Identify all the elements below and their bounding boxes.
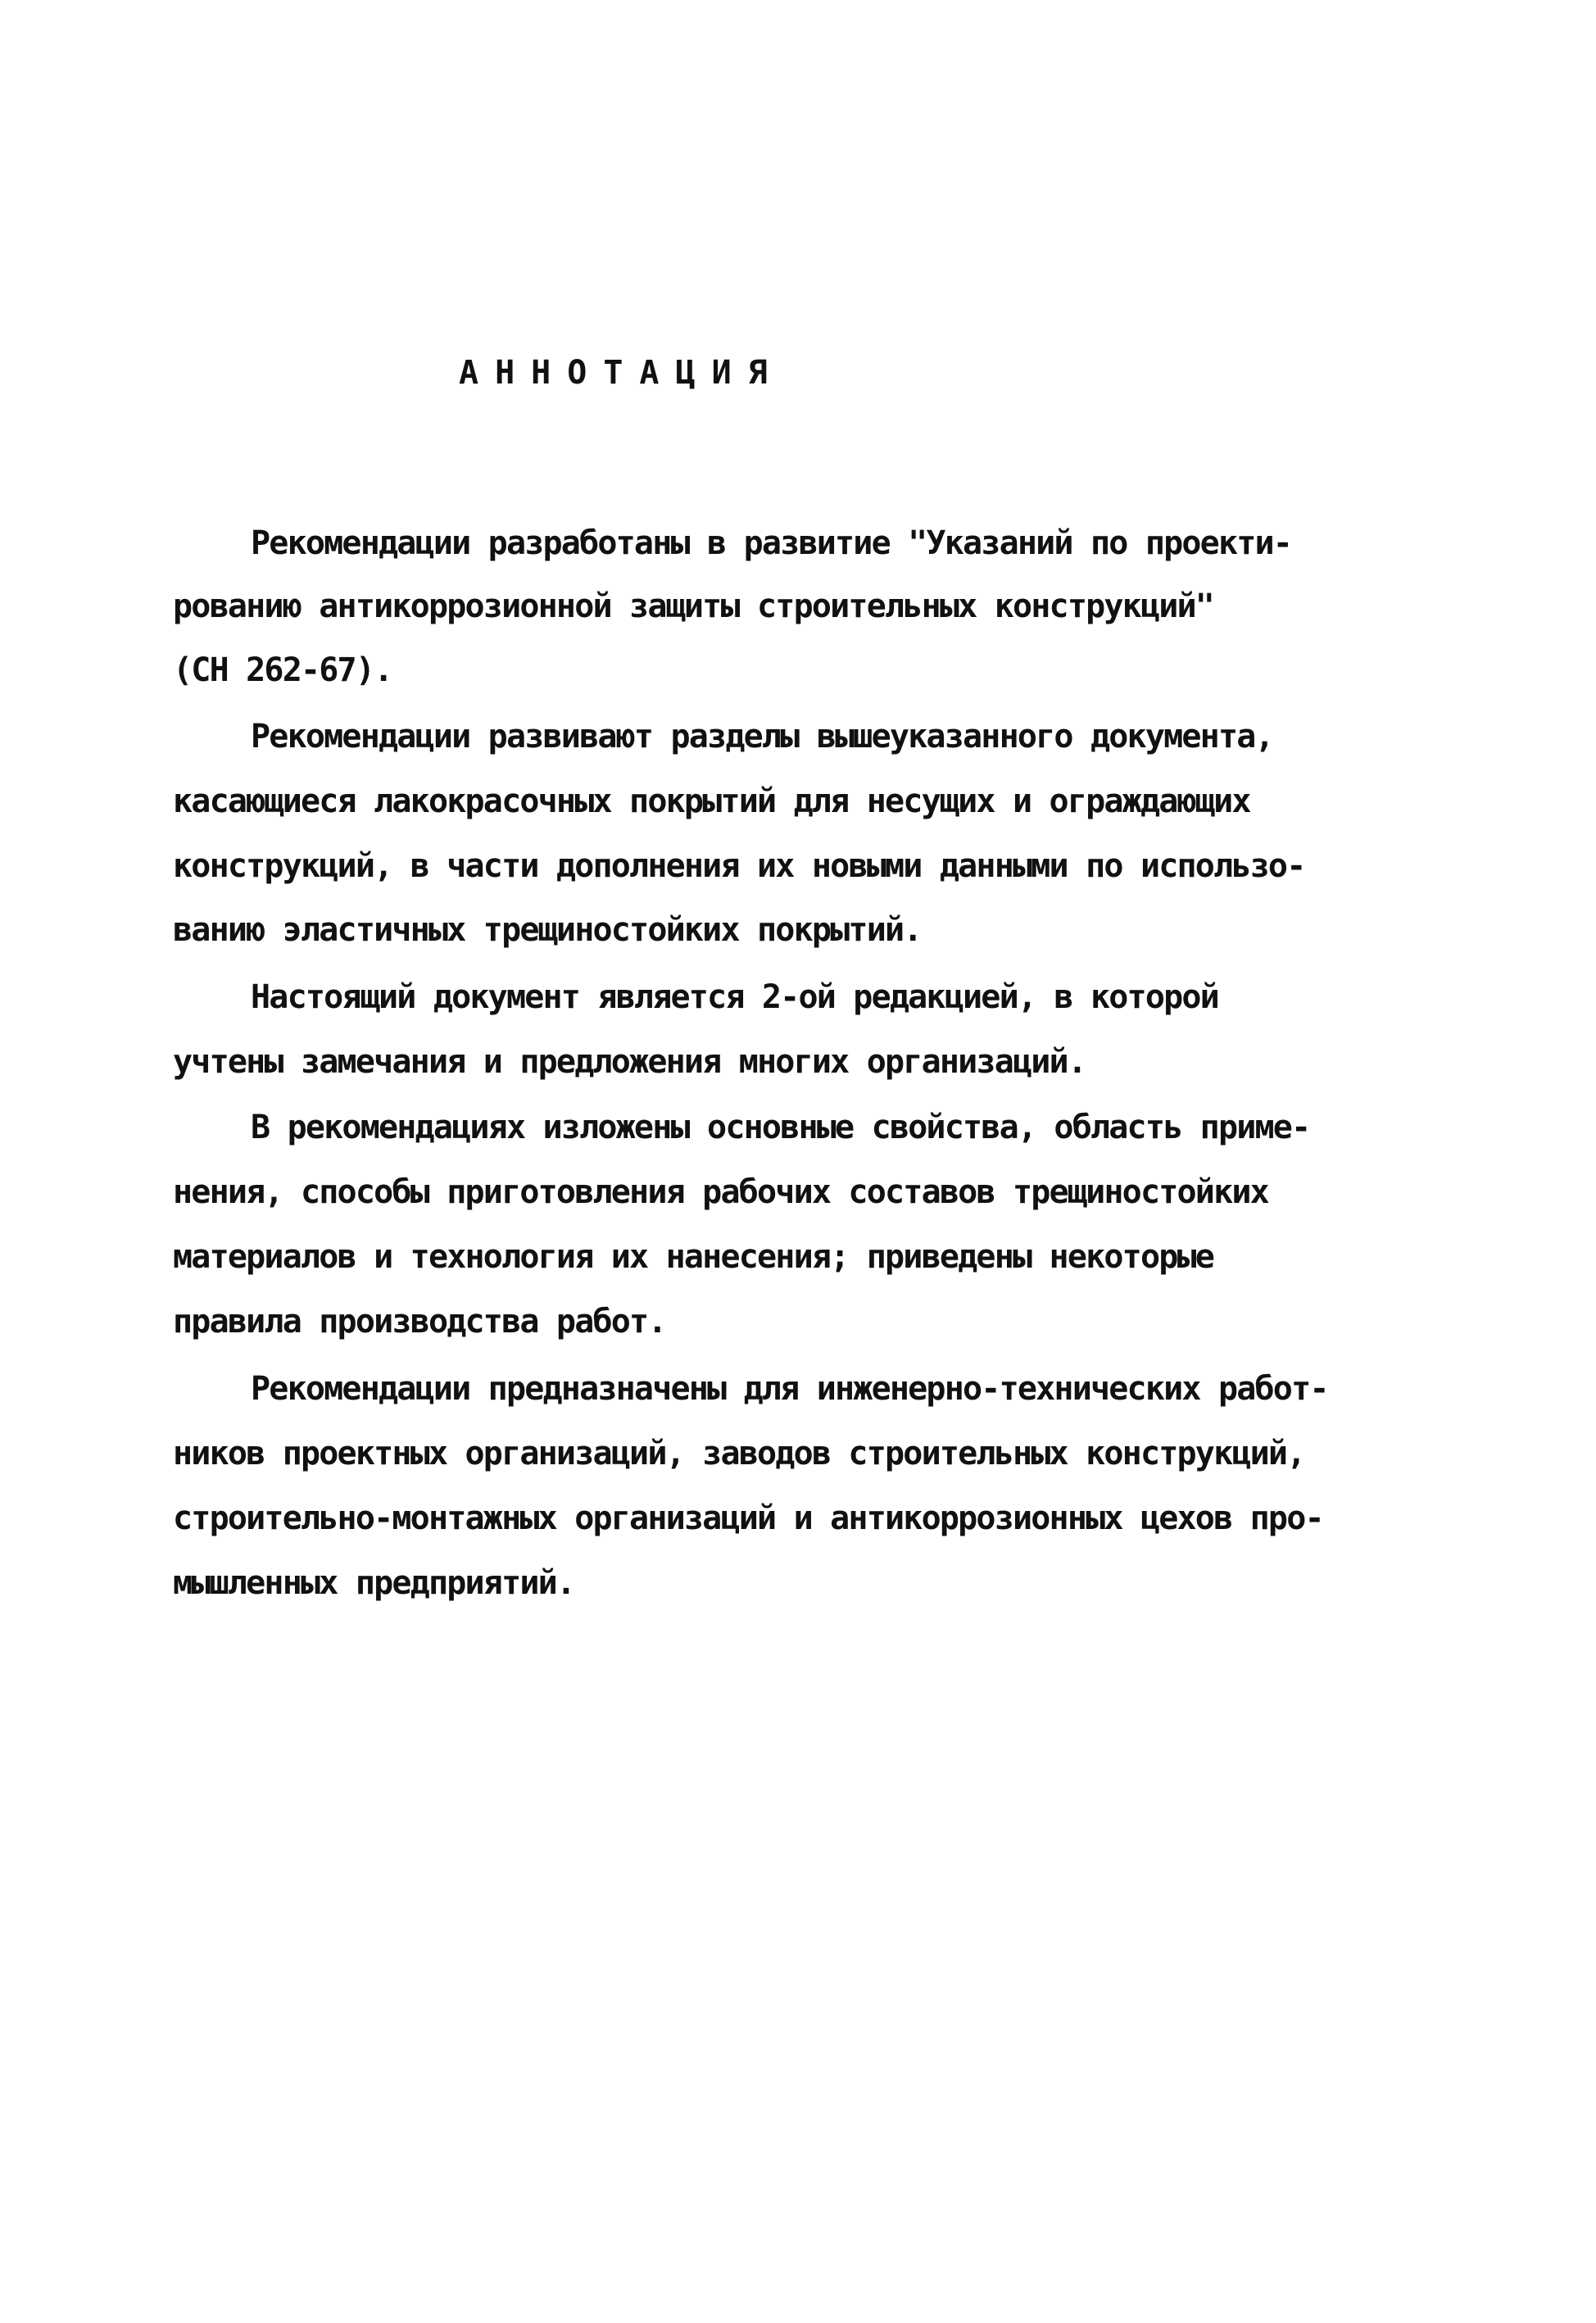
text-line: (СН 262-67).	[173, 651, 392, 689]
text-line: материалов и технология их нанесения; приведены некоторые	[173, 1238, 1214, 1276]
page-title: АННОТАЦИЯ	[459, 354, 784, 392]
text-line: строительно-монтажных организаций и антикоррозионных цехов про-	[173, 1500, 1323, 1537]
text-line: рованию антикоррозионной защиты строительных конструкций"	[173, 588, 1214, 625]
text-line: конструкций, в части дополнения их новыми данными по использо-	[173, 847, 1305, 885]
text-line: мышленных предприятий.	[173, 1564, 575, 1602]
text-line: учтены замечания и предложения многих организаций.	[173, 1043, 1086, 1081]
text-line: Настоящий документ является 2-ой редакцией, в которой	[251, 978, 1218, 1016]
text-line: правила производства работ.	[173, 1303, 666, 1341]
text-line: Рекомендации предназначены для инженерно-технических работ-	[251, 1370, 1328, 1408]
text-line: Рекомендации развивают разделы вышеуказанного документа,	[251, 718, 1273, 755]
text-line: ников проектных организаций, заводов строительных конструкций,	[173, 1435, 1305, 1472]
text-line: нения, способы приготовления рабочих составов трещиностойких	[173, 1173, 1268, 1211]
text-line: В рекомендациях изложены основные свойства, область приме-	[251, 1109, 1310, 1146]
text-line: ванию эластичных трещиностойких покрытий.	[173, 911, 922, 949]
text-line: Рекомендации разработаны в развитие "Указаний по проекти-	[251, 524, 1292, 562]
text-line: касающиеся лакокрасочных покрытий для несущих и ограждающих	[173, 783, 1250, 820]
